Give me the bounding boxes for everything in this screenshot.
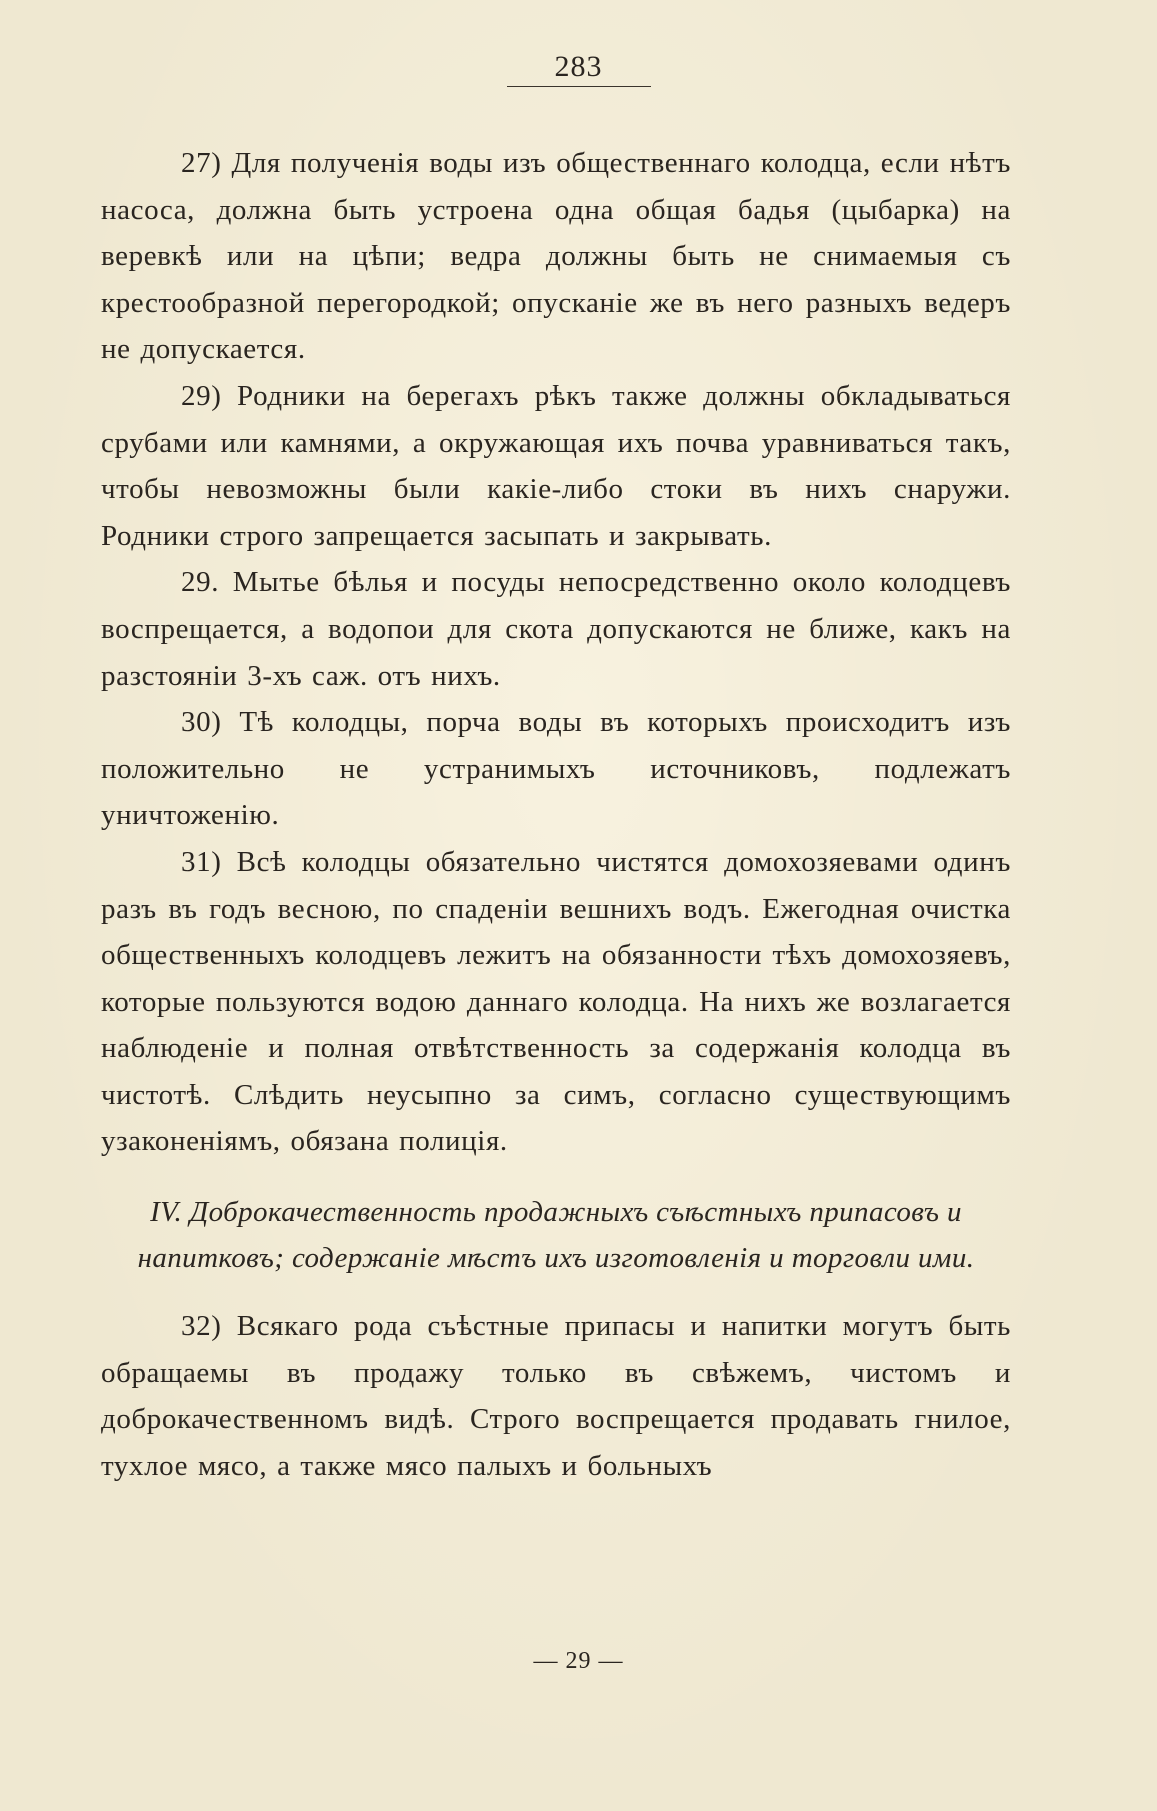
paragraph-32: 32) Всякаго рода съѣстные припасы и напитки могутъ быть обращаемы въ продажу только въ свѣжемъ, чистомъ и доброкачественномъ видѣ. Строго воспрещается продавать гнилое, тухлое мясо, а также мясо палыхъ и больныхъ	[101, 1310, 1011, 1482]
section-heading: IV. Доброкачественность продажныхъ съѣстныхъ припасовъ и напитковъ; содержаніе мѣстъ ихъ изготовленія и торговли ими.	[137, 1196, 975, 1275]
paragraph-29-washing: 29. Мытье бѣлья и посуды непосредственно около колодцевъ воспрещается, а водопои для скота допускаются не ближе, какъ на разстояніи 3-хъ саж. отъ нихъ.	[101, 566, 1011, 692]
paragraph-27: 27) Для полученія воды изъ общественнаго колодца, если нѣтъ насоса, должна быть устроена одна общая бадья (цыбарка) на веревкѣ или на цѣпи; ведра должны быть не снимаемыя съ крестообразной перегородкой; опусканіе же въ него разныхъ ведеръ не допускается.	[101, 147, 1011, 366]
page-number-bottom: — 29 —	[533, 1648, 624, 1674]
paragraph-29-springs: 29) Родники на берегахъ рѣкъ также должны обкладываться срубами или камнями, а окружающая ихъ почва уравниваться такъ, чтобы невозможны были какіе-либо стоки въ нихъ снаружи. Родники строго запрещается засыпать и закрывать.	[101, 379, 1011, 552]
paragraph-30: 30) Тѣ колодцы, порча воды въ которыхъ происходитъ изъ положительно не устранимыхъ источниковъ, подлежатъ уничтоженію.	[101, 706, 1011, 832]
page-number-top-text: 283	[507, 50, 651, 87]
page-number-top	[0, 50, 1157, 87]
page-content	[101, 140, 1011, 1489]
paragraph-31: 31) Всѣ колодцы обязательно чистятся домохозяевами одинъ разъ въ годъ весною, по спаденіи вешнихъ водъ. Ежегодная очистка общественныхъ колодцевъ лежитъ на обязанности тѣхъ домохозяевъ, которые пользуются водою даннаго колодца. На нихъ же возлагается наблюденіе и полная отвѣтственность за содержанія колодца въ чистотѣ. Слѣдить неусыпно за симъ, согласно существующимъ узаконеніямъ, обязана полиція.	[101, 845, 1011, 1158]
